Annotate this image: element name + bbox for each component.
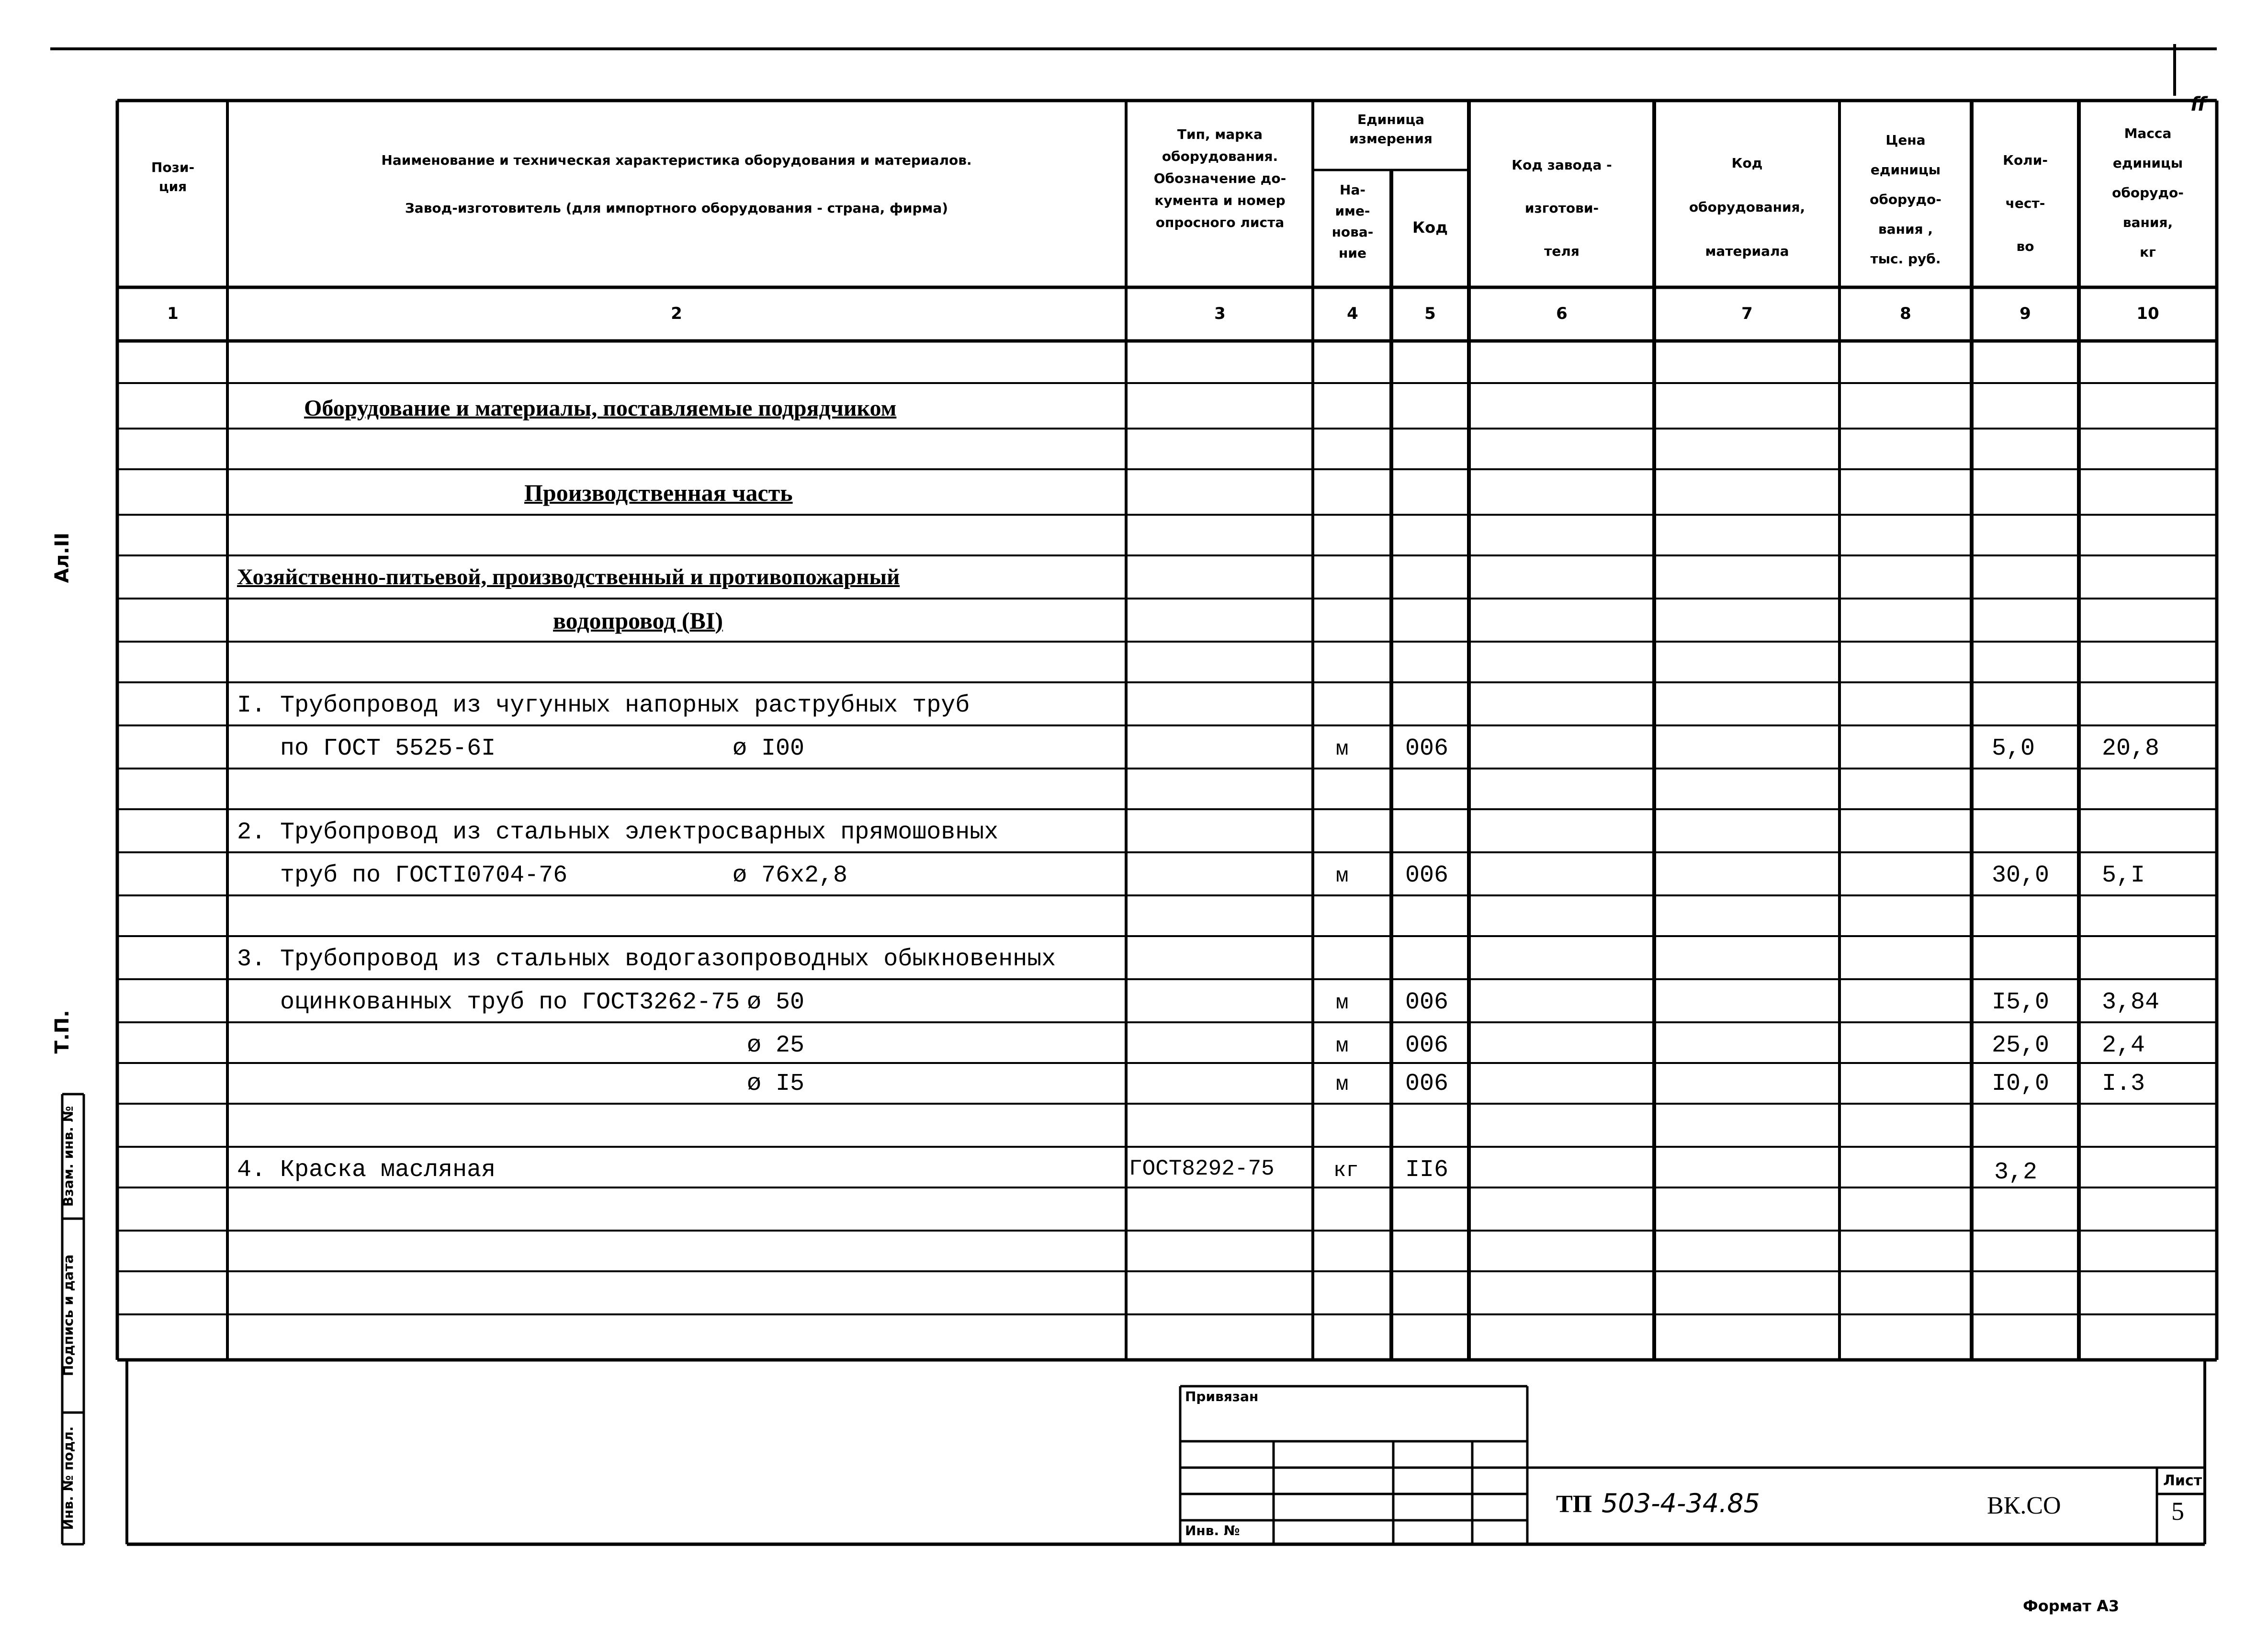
sheet-number: 5 [2171, 1497, 2184, 1526]
item-1-qty: 5,0 [1992, 735, 2035, 762]
item-2-diameter: ø 76х2,8 [733, 862, 848, 889]
item-4-type: ГОСТ8292-75 [1129, 1156, 1275, 1181]
item-3-mass-15: I.3 [2102, 1070, 2145, 1097]
col-number-8: 8 [1900, 304, 1911, 323]
item-3-code-15: 006 [1405, 1070, 1449, 1097]
header-position: Пози- ция [151, 159, 195, 194]
col-number-6: 6 [1556, 304, 1568, 323]
item-2-code: 006 [1405, 862, 1449, 889]
col-number-1: 1 [167, 304, 179, 323]
item-3-spec: оцинкованных труб по ГОСТ3262-75 [280, 989, 740, 1016]
doc-mark: ВК.СО [1987, 1492, 2061, 1519]
item-3-mass-25: 2,4 [2102, 1032, 2145, 1059]
col-number-9: 9 [2020, 304, 2031, 323]
item-4-code: II6 [1405, 1156, 1449, 1184]
header-price: Цена единицы оборудо- вания , тыс. руб. [1870, 132, 1941, 267]
format-label: Формат А3 [2023, 1597, 2120, 1615]
item-2-title: 2. Трубопровод из стальных электросварных прямошовных [237, 819, 999, 846]
header-equip-code: Код оборудования, материала [1689, 155, 1805, 259]
stamp-replace-label: Взам. инв. № [60, 1106, 76, 1207]
item-4-qty: 3,2 [1994, 1159, 2038, 1186]
header-qty: Коли- чест- во [2003, 152, 2048, 254]
header-mass: Масса единицы оборудо- вания, кг [2112, 125, 2184, 260]
bound-label: Привязан [1185, 1389, 1259, 1404]
item-2-spec: труб по ГОСТI0704-76 [280, 862, 568, 889]
item-1-code: 006 [1405, 735, 1449, 762]
stamp-sign-label: Подпись и дата [60, 1254, 76, 1377]
corner-mark: ff [2190, 93, 2207, 115]
item-1-diameter: ø I00 [733, 735, 805, 762]
header-type: Тип, марка оборудования. Обозначение до- кумента и номер опросного листа [1153, 126, 1286, 230]
item-3-mass-50: 3,84 [2102, 989, 2160, 1016]
item-3-code-25: 006 [1405, 1032, 1449, 1059]
doc-prefix: ТП [1556, 1491, 1592, 1518]
col-number-5: 5 [1424, 304, 1436, 323]
header-unit-group: Единица измерения [1349, 112, 1433, 147]
col-number-4: 4 [1347, 304, 1358, 323]
section-system-line2: водопровод (BI) [553, 607, 723, 634]
stamp-inv-label: Инв. № подл. [60, 1426, 76, 1530]
item-3-diameter-15: ø I5 [747, 1070, 805, 1097]
header-unit-code: Код [1412, 218, 1448, 237]
section-title: Оборудование и материалы, поставляемые подрядчиком [304, 396, 897, 421]
item-2-unit: м [1336, 864, 1349, 888]
header-name-line1: Наименование и техническая характеристика оборудования и материалов. [381, 152, 972, 168]
item-3-diameter-50: ø 50 [747, 989, 805, 1016]
col-number-10: 10 [2136, 304, 2159, 323]
inv-label: Инв. № [1185, 1523, 1240, 1538]
item-1-title: I. Трубопровод из чугунных напорных раструбных труб [237, 692, 970, 719]
section-part: Производственная часть [524, 479, 793, 506]
item-2-mass: 5,I [2102, 862, 2145, 889]
item-3-diameter-25: ø 25 [747, 1032, 805, 1059]
col-number-3: 3 [1214, 304, 1226, 323]
item-3-qty-15: I0,0 [1992, 1070, 2050, 1097]
project-label: Т.П. [51, 1010, 73, 1054]
item-4-title: 4. Краска масляная [237, 1156, 496, 1184]
album-label: Ал.II [51, 532, 73, 583]
item-3-code-50: 006 [1405, 989, 1449, 1016]
doc-number: 503-4-34.85 [1602, 1488, 1760, 1518]
col-number-7: 7 [1741, 304, 1753, 323]
item-1-unit: м [1336, 737, 1349, 761]
header-unit-name: На- име- нова- ние [1331, 182, 1374, 261]
item-3-qty-25: 25,0 [1992, 1032, 2050, 1059]
item-2-qty: 30,0 [1992, 862, 2050, 889]
section-system-line1: Хозяйственно-питьевой, производственный и противопожарный [237, 565, 900, 589]
item-3-unit-15: м [1336, 1073, 1349, 1097]
col-number-2: 2 [671, 304, 682, 323]
header-factory-code: Код завода - изготови- теля [1512, 157, 1612, 259]
item-1-spec: по ГОСТ 5525-6I [280, 735, 496, 762]
item-3-title: 3. Трубопровод из стальных водогазопроводных обыкновенных [237, 946, 1056, 973]
item-1-mass: 20,8 [2102, 735, 2160, 762]
item-4-unit: кг [1333, 1159, 1359, 1183]
item-3-qty-50: I5,0 [1992, 989, 2050, 1016]
item-3-unit-25: м [1336, 1034, 1349, 1058]
header-name-line2: Завод-изготовитель (для импортного оборудования - страна, фирма) [405, 200, 948, 216]
sheet-label: Лист [2163, 1472, 2202, 1489]
item-3-unit-50: м [1336, 991, 1349, 1015]
